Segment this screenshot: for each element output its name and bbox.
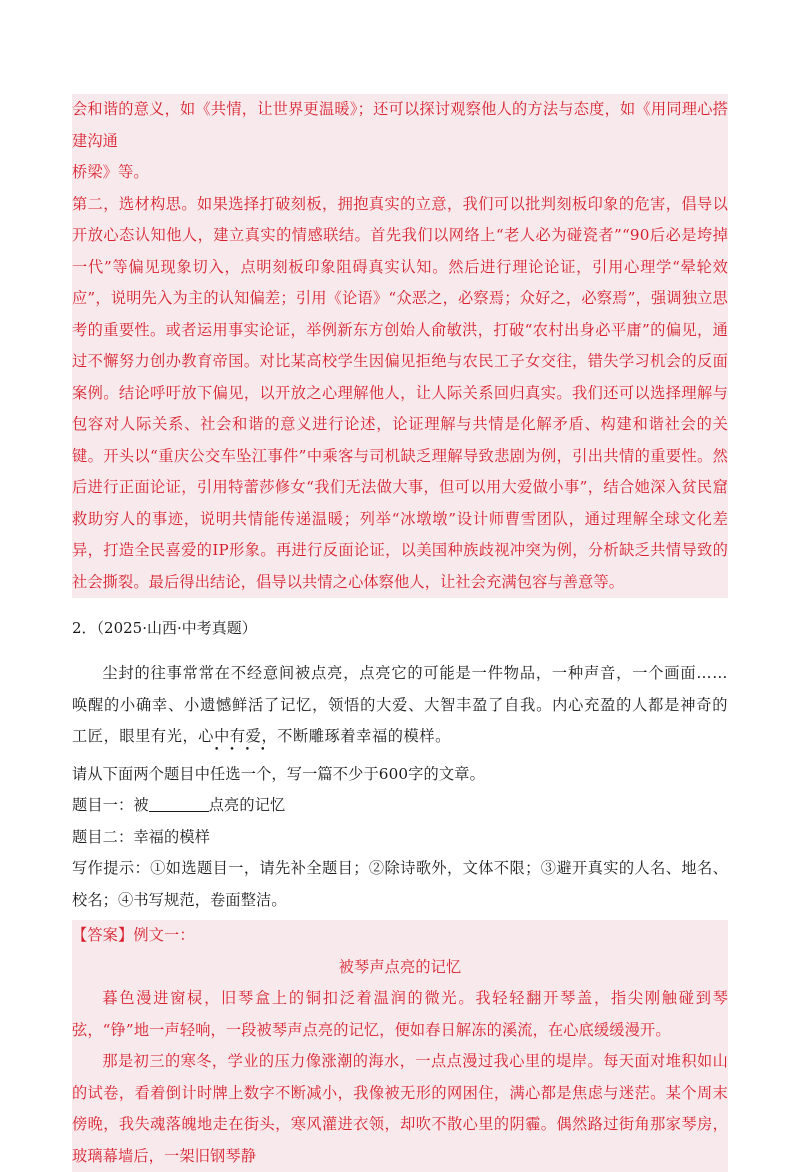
analysis-line-1: 会和谐的意义，如《共情，让世界更温暖》；还可以探讨观察他人的方法与态度，如《用同理心搭建沟通	[72, 100, 728, 150]
analysis-block	[72, 94, 728, 598]
answer-intro: 例文一：	[133, 926, 195, 944]
emphasis-char-2: 选	[225, 764, 241, 783]
topic-one-suffix: 点亮的记忆	[208, 796, 286, 814]
writing-tips: 写作提示：①如选题目一，请先补全题目；②除诗歌外，文体不限；③避开真实的人名、地名、校名；④书写规范，卷面整洁。	[72, 859, 728, 909]
topic-one-blank	[149, 796, 209, 812]
question-number: 2．（2025·山西·中考真题）	[72, 619, 257, 637]
question-material: 尘封的往事常常在不经意间被点亮，点亮它的可能是一件物品，一种声音，一个画面……唤醒的小确幸、小遗憾鲜活了记忆，领悟的大爱、大智丰盈了自我。内心充盈的人都是神奇的工匠，眼里有光，心中有爱，不断雕琢着幸福的模样。	[72, 664, 728, 745]
answer-label: 【答案】	[72, 926, 134, 944]
analysis-paragraph-2: 第二，选材构思。如果选择打破刻板，拥抱真实的立意，我们可以批判刻板印象的危害，倡导以开放心态认知他人，建立真实的情感联结。首先我们以网络上“老人必为碰瓷者”“90后必是垮掉一代”等偏见现象切入，点明刻板印象阻碍真实认知。然后进行理论论证，引用心理学“晕轮效应”，说明先入为主的认知偏差；引用《论语》“众恶之，必察焉；众好之，必察焉”，强调独立思考的重要性。或者运用事实论证，举例新东方创始人俞敏洪，打破“农村出身必平庸”的偏见，通过不懈努力创办教育帝国。对比某高校学生因偏见拒绝与农民工子女交往，错失学习机会的反面案例。结论呼吁放下偏见，以开放之心理解他人，让人际关系回归真实。我们还可以选择理解与包容对人际关系、社会和谐的意义进行论述，论证理解与共情是化解矛盾、构建和谐社会的关键。开头以“重庆公交车坠江事件”中乘客与司机缺乏理解导致悲剧为例，引出共情的重要性。然后进行正面论证，引用特蕾莎修女“我们无法做大事，但可以用大爱做小事”，结合她深入贫民窟救助穷人的事迹，说明共情能传递温暖；列举“冰墩墩”设计师曹雪团队，通过理解全球文化差异，打造全民喜爱的IP形象。再进行反面论证，以美国种族歧视冲突为例，分析缺乏共情导致的社会撕裂。最后得出结论，倡导以共情之心体察他人，让社会充满包容与善意等。	[72, 194, 728, 591]
essay-paragraph-2: 那是初三的寒冬，学业的压力像涨潮的海水，一点点漫过我心里的堤岸。每天面对堆积如山的试卷，看着倒计时牌上数字不断减小，我像被无形的网困住，满心都是焦虑与迷茫。某个周末傍晚，我失魂落魄地走在街头，寒风灌进衣领，却吹不散心里的阴霾。偶然路过街角那家琴房，玻璃幕墙后，一架旧钢琴静	[72, 1052, 728, 1165]
essay-title: 被琴声点亮的记忆	[338, 957, 462, 976]
document-page	[72, 94, 728, 1172]
emphasis-char-1: 任	[210, 764, 226, 783]
topic-one-prefix: 题目一：被	[72, 796, 149, 814]
instruction-after: ，写一篇不少于600字的文章。	[271, 764, 485, 783]
question-instruction	[72, 759, 728, 791]
essay-paragraph-1: 暮色漫进窗棂，旧琴盒上的铜扣泛着温润的微光。我轻轻翻开琴盖，指尖刚触碰到琴弦，“铮”地一声轻响，一段被琴声点亮的记忆，便如春日解冻的溪流，在心底缓缓漫开。	[72, 989, 728, 1039]
answer-header	[72, 920, 728, 952]
instruction-before: 请从下面两个题目中	[72, 764, 211, 783]
answer-block	[72, 920, 728, 1172]
emphasis-char-3: 一	[240, 764, 257, 783]
topic-two: 题目二：幸福的模样	[72, 827, 211, 846]
emphasis-char-4: 个	[256, 764, 272, 783]
analysis-line-2: 桥梁》等。	[72, 163, 149, 181]
topic-one	[72, 790, 728, 822]
